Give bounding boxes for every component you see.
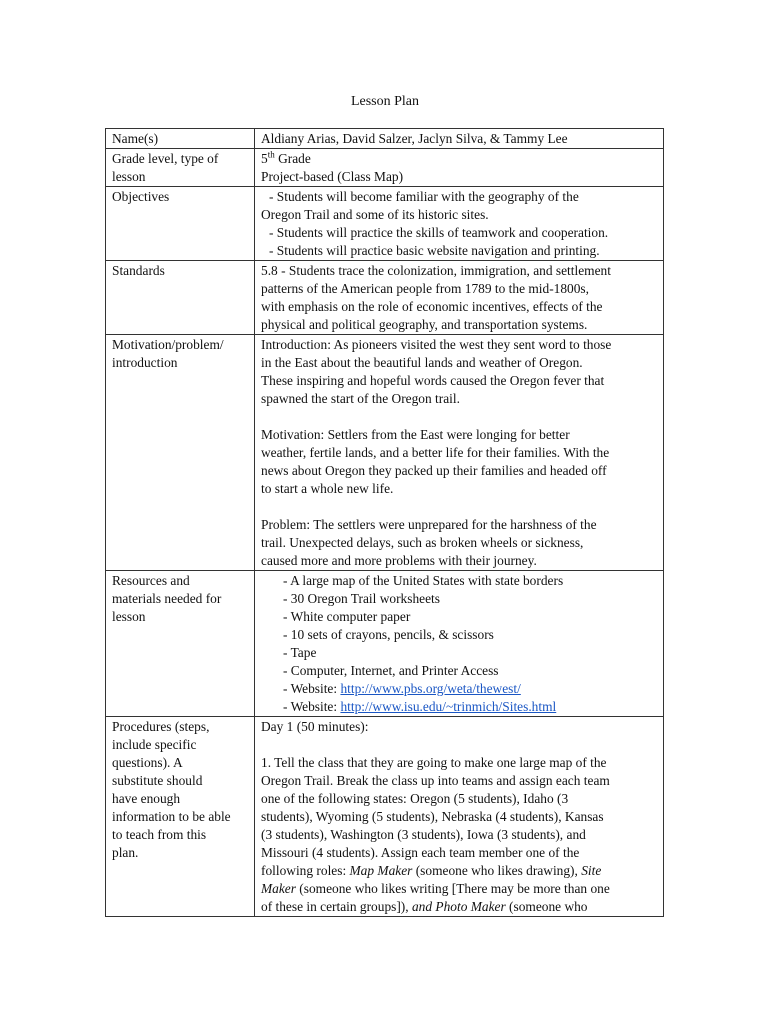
introduction-line: These inspiring and hopeful words caused the Oregon fever that xyxy=(261,373,605,388)
page-title: Lesson Plan xyxy=(350,94,420,109)
label-line: Motivation/problem/ xyxy=(112,337,224,352)
resource-item: - A large map of the United States with state borders xyxy=(283,573,564,588)
table-row xyxy=(106,149,664,187)
paragraph-gap xyxy=(261,498,658,516)
resource-website-item xyxy=(261,698,658,716)
procedure-line: 1. Tell the class that they are going to make one large map of the xyxy=(261,755,607,770)
table-row xyxy=(106,261,664,335)
objectives-value xyxy=(255,187,664,261)
label-line: include specific xyxy=(112,737,197,752)
objective-line: - Students will practice basic website navigation and printing. xyxy=(269,243,600,258)
motivation-value xyxy=(255,335,664,571)
procedure-line xyxy=(261,862,658,880)
text-run: (someone who xyxy=(505,899,588,914)
label-line: information to be able xyxy=(112,809,231,824)
resources-value xyxy=(255,571,664,717)
label-line: lesson xyxy=(112,609,146,624)
objective-line: Oregon Trail and some of its historic sites. xyxy=(261,207,489,222)
label-line: Procedures (steps, xyxy=(112,719,210,734)
introduction-line: spawned the start of the Oregon trail. xyxy=(261,391,460,406)
procedure-line xyxy=(261,898,658,916)
lesson-type: Project-based (Class Map) xyxy=(261,169,404,184)
text-run: (someone who likes drawing), xyxy=(412,863,582,878)
introduction-line: Introduction: As pioneers visited the west they sent word to those xyxy=(261,337,612,352)
motivation-line: to start a whole new life. xyxy=(261,481,394,496)
problem-line: trail. Unexpected delays, such as broken wheels or sickness, xyxy=(261,535,584,550)
standards-value xyxy=(255,261,664,335)
table-row xyxy=(106,335,664,571)
table-row xyxy=(106,187,664,261)
standard-line: with emphasis on the role of economic incentives, effects of the xyxy=(261,299,603,314)
paragraph-gap xyxy=(261,408,658,426)
resource-item: - 10 sets of crayons, pencils, & scissors xyxy=(283,627,494,642)
problem-line: caused more and more problems with their journey. xyxy=(261,553,537,568)
motivation-line: weather, fertile lands, and a better life for their families. With the xyxy=(261,445,610,460)
motivation-label xyxy=(106,335,255,571)
website-prefix: - Website: xyxy=(283,681,341,696)
problem-line: Problem: The settlers were unprepared for the harshness of the xyxy=(261,517,597,532)
procedure-line xyxy=(261,880,658,898)
names-label: Name(s) xyxy=(106,129,255,149)
text-run: of these in certain groups]), xyxy=(261,899,412,914)
pbs-website-link[interactable]: http://www.pbs.org/weta/thewest/ xyxy=(340,681,521,696)
isu-website-link[interactable]: http://www.isu.edu/~trinmich/Sites.html xyxy=(340,699,557,714)
grade-word: Grade xyxy=(274,151,311,166)
standard-line: 5.8 - Students trace the colonization, immigration, and settlement xyxy=(261,263,611,278)
procedure-line: Missouri (4 students). Assign each team member one of the xyxy=(261,845,580,860)
label-line: materials needed for xyxy=(112,591,222,606)
procedures-value xyxy=(255,717,664,917)
day-heading: Day 1 (50 minutes): xyxy=(261,719,369,734)
label-line: questions). A xyxy=(112,755,183,770)
text-run: following roles: xyxy=(261,863,350,878)
motivation-line: Motivation: Settlers from the East were longing for better xyxy=(261,427,570,442)
objective-line: - Students will become familiar with the geography of the xyxy=(269,189,579,204)
procedure-line: one of the following states: Oregon (5 students), Idaho (3 xyxy=(261,791,569,806)
label-line: introduction xyxy=(112,355,178,370)
resource-item: - White computer paper xyxy=(283,609,411,624)
website-prefix: - Website: xyxy=(283,699,341,714)
label-line: have enough xyxy=(112,791,181,806)
grade-line xyxy=(261,150,658,168)
grade-number: 5 xyxy=(261,151,268,166)
grade-superscript: th xyxy=(267,149,275,160)
procedures-label xyxy=(106,717,255,917)
standard-line: physical and political geography, and transportation systems. xyxy=(261,317,588,332)
grade-value xyxy=(255,149,664,187)
resources-label xyxy=(106,571,255,717)
objective-line: - Students will practice the skills of teamwork and cooperation. xyxy=(269,225,609,240)
procedure-line: Oregon Trail. Break the class up into teams and assign each team xyxy=(261,773,610,788)
grade-label xyxy=(106,149,255,187)
standard-line: patterns of the American people from 1789 to the mid-1800s, xyxy=(261,281,589,296)
introduction-line: in the East about the beautiful lands and weather of Oregon. xyxy=(261,355,583,370)
table-row xyxy=(106,571,664,717)
label-line: lesson xyxy=(112,169,146,184)
label-line: Resources and xyxy=(112,573,190,588)
label-line: substitute should xyxy=(112,773,203,788)
role-site-maker-part: Maker xyxy=(261,881,296,896)
resource-item: - Computer, Internet, and Printer Access xyxy=(283,663,499,678)
motivation-line: news about Oregon they packed up their families and headed off xyxy=(261,463,607,478)
label-line: plan. xyxy=(112,845,139,860)
resource-item: - 30 Oregon Trail worksheets xyxy=(283,591,440,606)
label-line: Grade level, type of xyxy=(112,151,219,166)
text-run: (someone who likes writing [There may be more than one xyxy=(295,881,610,896)
names-value: Aldiany Arias, David Salzer, Jaclyn Silva, & Tammy Lee xyxy=(255,129,664,149)
role-site-maker-part: Site xyxy=(581,863,602,878)
standards-label: Standards xyxy=(106,261,255,335)
resource-website-item xyxy=(261,680,658,698)
resource-item: - Tape xyxy=(283,645,317,660)
objectives-label: Objectives xyxy=(106,187,255,261)
paragraph-gap xyxy=(261,736,658,754)
table-row xyxy=(106,129,664,149)
role-photo-maker: and Photo Maker xyxy=(411,899,506,914)
lesson-plan-table xyxy=(105,128,664,917)
role-map-maker: Map Maker xyxy=(349,863,413,878)
procedure-line: students), Wyoming (5 students), Nebraska (4 students), Kansas xyxy=(261,809,604,824)
procedure-line: (3 students), Washington (3 students), Iowa (3 students), and xyxy=(261,827,586,842)
table-row xyxy=(106,717,664,917)
label-line: to teach from this xyxy=(112,827,207,842)
